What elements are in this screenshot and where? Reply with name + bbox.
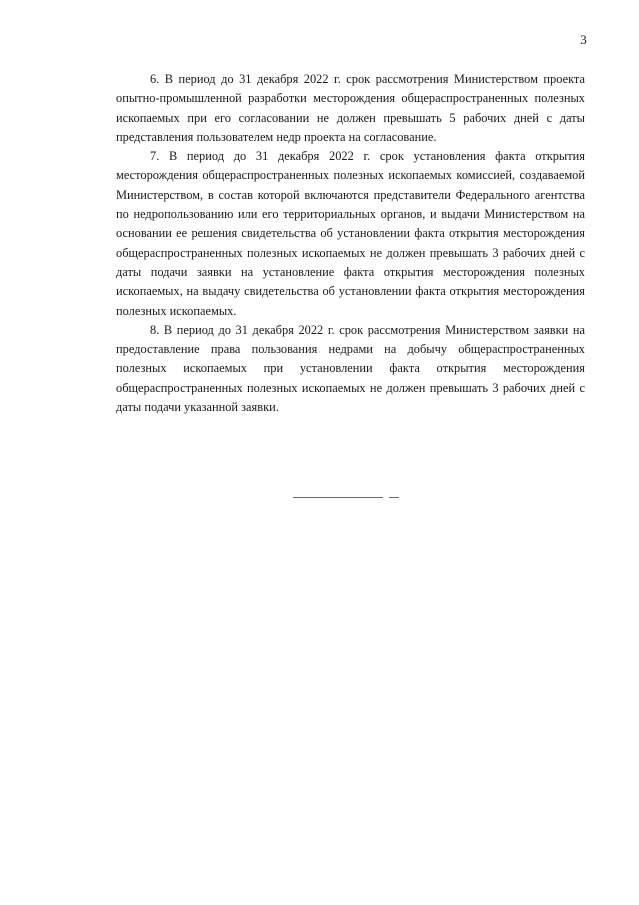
- paragraph-7: 7. В период до 31 декабря 2022 г. срок установления факта открытия месторождения общераспространенных полезных ископаемых комиссией, создаваемой Министерством, в состав которой включаются представители Федерального агентства по недропользованию или его территориальных органов, и выдачи Министерством на основании ее решения свидетельства об установлении факта открытия месторождения общераспространенных полезных ископаемых не должен превышать 3 рабочих дней с даты подачи заявки на установление факта открытия месторождения полезных ископаемых, на выдачу свидетельства об установлении факта открытия месторождения полезных ископаемых.: [116, 149, 585, 318]
- paragraph-6: 6. В период до 31 декабря 2022 г. срок рассмотрения Министерством проекта опытно-промышленной разработки месторождения общераспространенных полезных ископаемых при его согласовании не должен превышать 5 рабочих дней с даты представления пользователем недр проекта на согласование.: [116, 72, 585, 144]
- document-body: [116, 70, 585, 417]
- page-number: 3: [580, 32, 587, 47]
- paragraph-8: 8. В период до 31 декабря 2022 г. срок рассмотрения Министерством заявки на предоставление права пользования недрами на добычу общераспространенных полезных ископаемых при установлении факта открытия месторождения общераспространенных полезных ископаемых не должен превышать 3 рабочих дней с даты подачи указанной заявки.: [116, 322, 585, 415]
- end-separator-line: [293, 497, 383, 498]
- end-separator-tail: [389, 497, 399, 498]
